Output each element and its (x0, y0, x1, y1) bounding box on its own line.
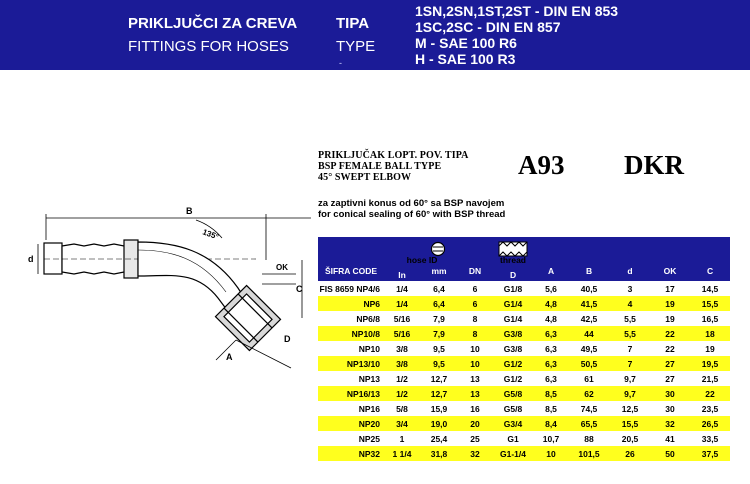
table-cell: 15,5 (610, 416, 650, 431)
table-cell: 37,5 (690, 446, 730, 461)
table-cell: NP25 (358, 433, 380, 444)
label-d: d (28, 254, 34, 264)
table-cell: 1 (399, 433, 405, 444)
table-cell: 6,4 (433, 283, 445, 294)
table-cell: 5/16 (384, 326, 420, 341)
label-b: B (186, 206, 193, 216)
standard-2: 1SC,2SC - DIN EN 857 (415, 19, 561, 35)
table-cell: NP16/13 (318, 386, 384, 401)
table-cell: 1/4 (384, 296, 420, 311)
header-banner (0, 0, 750, 70)
table-cell: 8 (472, 313, 478, 324)
product-code-a93: A93 (518, 150, 565, 180)
product-title-hr: PRIKLJUČAK LOPT. POV. TIPA (318, 150, 469, 161)
col-c: C (690, 261, 730, 281)
table-cell: G1-1/4 (492, 446, 534, 461)
table-row (318, 401, 730, 416)
table-row (318, 431, 730, 446)
table-cell: 32 (650, 416, 690, 431)
col-thread: thread D (492, 261, 534, 281)
note-hr: za zaptivni konus od 60° sa BSP navojem (318, 198, 505, 209)
table-cell: G1/4 (503, 313, 523, 324)
title-en: FITTINGS FOR HOSES (128, 38, 289, 55)
table-cell: 4,8 (534, 296, 568, 311)
table-cell: G1/2 (503, 373, 523, 384)
table-cell: 9,5 (420, 356, 458, 371)
col-dn: DN (458, 261, 492, 281)
table-cell: NP20 (318, 416, 384, 431)
table-cell: 1/2 (384, 386, 420, 401)
table-cell: 23,5 (701, 403, 719, 414)
label-a: A (226, 352, 233, 362)
table-cell: 6,3 (534, 356, 568, 371)
label-ok: OK (276, 263, 288, 272)
label-c: C (296, 284, 303, 294)
table-cell: 10,7 (542, 433, 560, 444)
note-en: for conical sealing of 60° with BSP thread (318, 209, 506, 220)
table-row (318, 296, 730, 311)
standard-1: 1SN,2SN,1ST,2ST - DIN EN 853 (415, 3, 619, 19)
table-row (318, 341, 730, 356)
table-cell: 5/16 (393, 313, 411, 324)
table-cell: 31,8 (420, 446, 458, 461)
table-cell: 44 (568, 326, 610, 341)
table-cell: 4 (610, 296, 650, 311)
col-in: hose ID In (384, 261, 420, 281)
table-cell: 40,5 (580, 283, 598, 294)
table-cell: 5/8 (396, 403, 408, 414)
table-cell: 16 (470, 403, 480, 414)
col-mm: mm (420, 261, 458, 281)
table-cell: 8 (458, 326, 492, 341)
table-cell: 50,5 (568, 356, 610, 371)
table-cell: 10 (534, 446, 568, 461)
table-cell: 26 (610, 446, 650, 461)
table-cell: 10 (470, 343, 480, 354)
table-cell: 8,5 (545, 403, 557, 414)
table-cell: 21,5 (701, 373, 719, 384)
table-cell: 6 (458, 296, 492, 311)
label-dd: D (284, 334, 291, 344)
table-row (318, 371, 730, 386)
col-d: d (610, 261, 650, 281)
table-cell: G5/8 (492, 386, 534, 401)
standard-3: M - SAE 100 R6 (415, 35, 517, 51)
table-cell: 6,3 (545, 343, 557, 354)
col-a: A (534, 261, 568, 281)
table-cell: 19 (665, 313, 675, 324)
table-cell: 7,9 (433, 313, 445, 324)
table-cell: 7,9 (420, 326, 458, 341)
table-cell: 88 (584, 433, 594, 444)
table-cell: NP6 (318, 296, 384, 311)
fitting-drawing (26, 200, 311, 375)
table-cell: 30 (665, 403, 675, 414)
table-cell: 6,4 (420, 296, 458, 311)
table-row (318, 416, 730, 431)
table-cell: 7 (627, 343, 633, 354)
table-cell: G1 (507, 433, 519, 444)
table-cell: 17 (665, 283, 675, 294)
table-cell: 74,5 (580, 403, 598, 414)
table-cell: 3 (627, 283, 633, 294)
table-cell: 9,7 (610, 386, 650, 401)
table-row (318, 326, 730, 341)
table-cell: 16,5 (701, 313, 719, 324)
table-cell: 30 (650, 386, 690, 401)
table-cell: 25,4 (430, 433, 448, 444)
table-cell: 41 (665, 433, 675, 444)
table-cell: 9,7 (624, 373, 636, 384)
table-cell: NP6/8 (356, 313, 380, 324)
table-cell: 50 (650, 446, 690, 461)
table-cell: 32 (458, 446, 492, 461)
table-cell: 12,7 (420, 386, 458, 401)
hose-id-group (384, 239, 492, 261)
table-cell: 22 (690, 386, 730, 401)
table-cell: 19 (705, 343, 715, 354)
dimensions-table (318, 239, 730, 461)
table-cell: 8,5 (534, 386, 568, 401)
table-cell: 3/8 (384, 356, 420, 371)
table-cell: 3/8 (396, 343, 408, 354)
table-cell: 13 (458, 386, 492, 401)
col-b: B (568, 261, 610, 281)
table-cell: 15,9 (430, 403, 448, 414)
table-cell: 5,5 (610, 326, 650, 341)
table-cell: 14,5 (701, 283, 719, 294)
table-cell: 13 (470, 373, 480, 384)
table-cell: 6,3 (545, 373, 557, 384)
table-cell: 22 (665, 343, 675, 354)
table-cell: G5/8 (503, 403, 523, 414)
table-cell: 12,7 (430, 373, 448, 384)
table-cell: 18 (690, 326, 730, 341)
table-cell: 19 (650, 296, 690, 311)
table-cell: 9,5 (433, 343, 445, 354)
table-cell: 7 (610, 356, 650, 371)
table-cell: 20,5 (621, 433, 639, 444)
table-cell: 1/2 (396, 373, 408, 384)
table-cell: 12,5 (621, 403, 639, 414)
table-cell: NP16 (358, 403, 380, 414)
col-sifra: ŠIFRA CODE (318, 261, 384, 281)
table-cell: NP13 (358, 373, 380, 384)
table-cell: 25 (470, 433, 480, 444)
table-cell: 101,5 (568, 446, 610, 461)
table-cell: G1/4 (492, 296, 534, 311)
table-cell: 27 (650, 356, 690, 371)
table-cell: NP32 (318, 446, 384, 461)
table-cell: 8,4 (534, 416, 568, 431)
table-cell: NP10/8 (318, 326, 384, 341)
table-cell: 1/4 (396, 283, 408, 294)
product-code-dkr: DKR (624, 150, 684, 180)
table-cell: 62 (568, 386, 610, 401)
type-label-hr: TIPA (336, 15, 370, 32)
table-cell: 5,6 (545, 283, 557, 294)
title-hr: PRIKLJUČCI ZA CREVA (128, 15, 298, 32)
table-cell: 65,5 (568, 416, 610, 431)
col-ok: OK (650, 261, 690, 281)
table-row (318, 281, 730, 296)
table-cell: 3/4 (384, 416, 420, 431)
table-row (318, 446, 730, 461)
table-cell: NP10 (358, 343, 380, 354)
table-cell: 42,5 (580, 313, 598, 324)
table-cell: 41,5 (568, 296, 610, 311)
table-cell: 5,5 (624, 313, 636, 324)
table-cell: 19,0 (420, 416, 458, 431)
table-cell: G1/8 (503, 283, 523, 294)
table-cell: 4,8 (545, 313, 557, 324)
product-title-angle: 45° SWEPT ELBOW (318, 172, 412, 183)
table-cell: 49,5 (580, 343, 598, 354)
table-header-row (318, 261, 730, 281)
table-row (318, 311, 730, 326)
table-cell: 10 (458, 356, 492, 371)
table-cell: G3/8 (492, 326, 534, 341)
table-cell: 20 (458, 416, 492, 431)
table-cell: 6,3 (534, 326, 568, 341)
label-angle: 135° (201, 227, 220, 242)
table-cell: 61 (584, 373, 594, 384)
table-row (318, 356, 730, 371)
table-cell: 33,5 (701, 433, 719, 444)
table-cell: G1/2 (492, 356, 534, 371)
table-cell: 19,5 (690, 356, 730, 371)
table-cell: 22 (650, 326, 690, 341)
table-cell: G3/4 (492, 416, 534, 431)
product-title-en: BSP FEMALE BALL TYPE (318, 161, 442, 172)
standard-4: H - SAE 100 R3 (415, 51, 516, 67)
table-cell: G3/8 (503, 343, 523, 354)
table-cell: NP13/10 (318, 356, 384, 371)
table-cell: 27 (665, 373, 675, 384)
dash-mark: - (339, 58, 342, 68)
table-row (318, 386, 730, 401)
table-cell: FIS 8659 NP4/6 (319, 283, 380, 294)
table-cell: 6 (472, 283, 478, 294)
table-cell: 26,5 (690, 416, 730, 431)
table-cell: 1 1/4 (384, 446, 420, 461)
type-label-en: TYPE (336, 38, 376, 55)
table-cell: 15,5 (690, 296, 730, 311)
